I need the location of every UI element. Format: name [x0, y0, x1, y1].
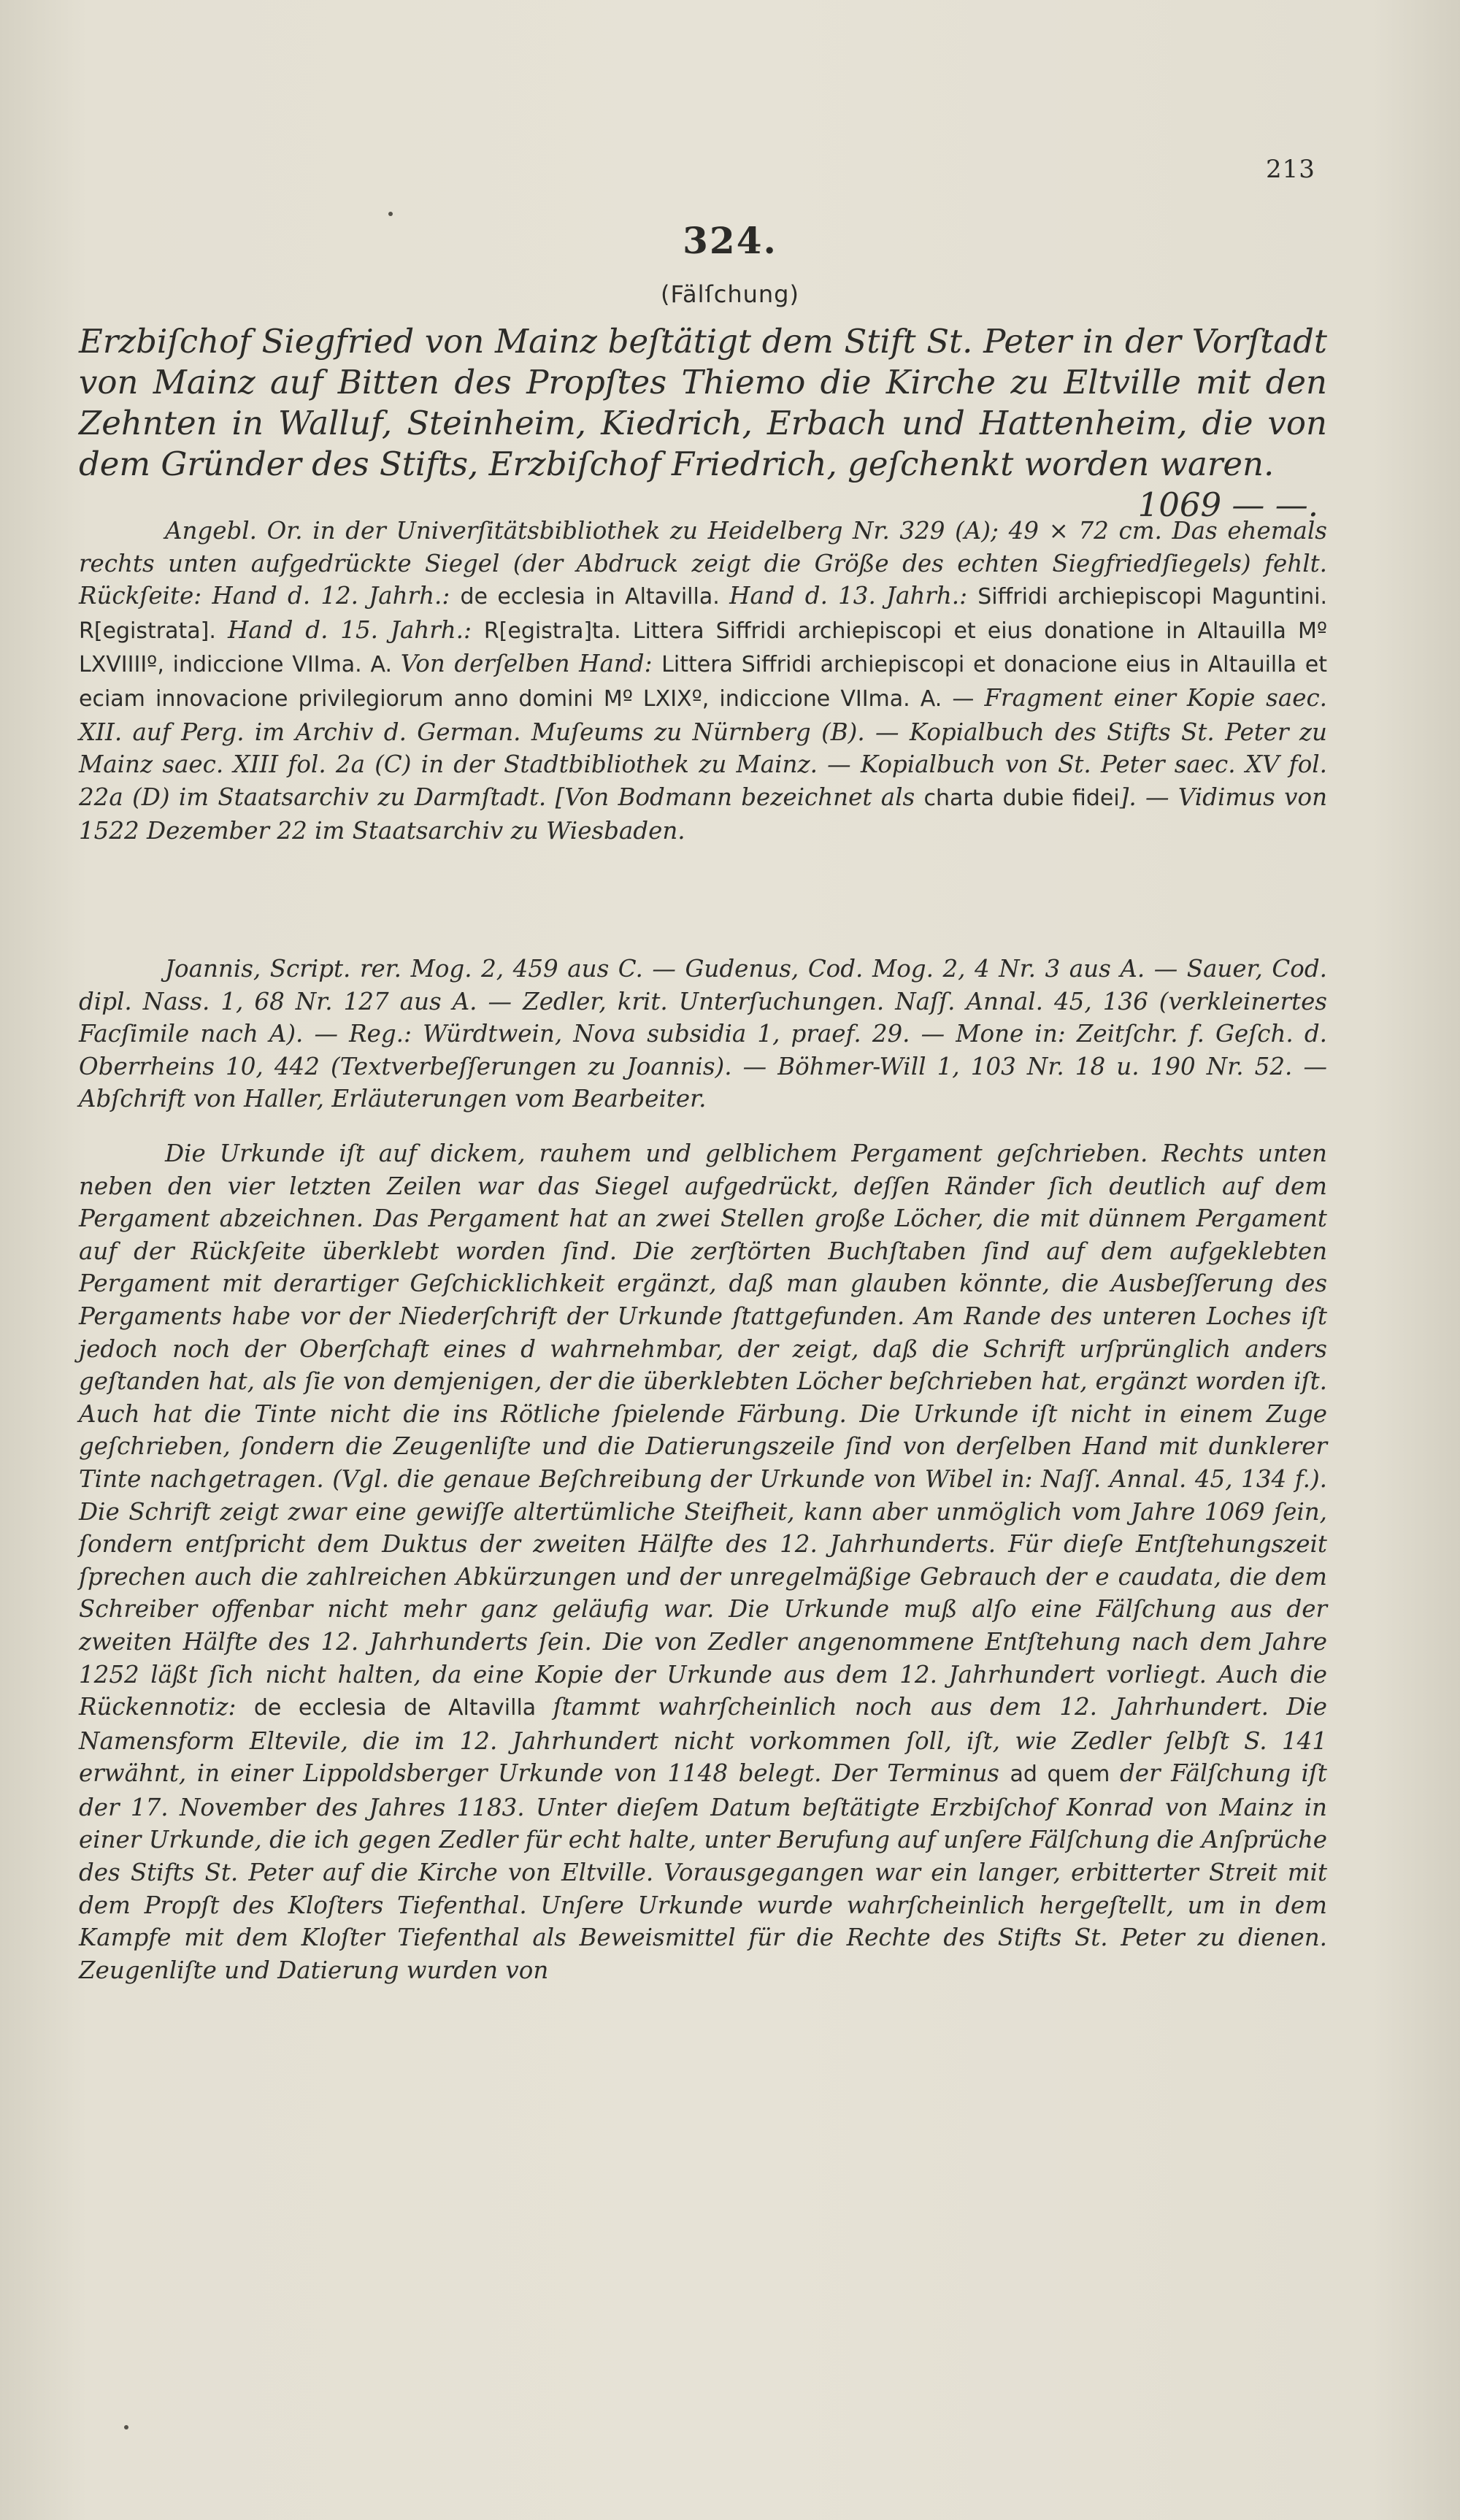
paper-speck — [388, 212, 393, 216]
source-segment: Siffridi archiepiscopi Maguntini. R[egistrata]. — [79, 584, 1328, 644]
status-note: (Fälſchung) — [661, 280, 799, 308]
source-segment: Hand d. 15. Jahrh.: — [227, 615, 484, 644]
source-segment: de ecclesia in Altavilla. — [460, 584, 730, 610]
source-segment: Angebl. Or. in der Univerſitätsbibliothek zu Heidelberg Nr. 329 (A); 49 × 72 cm. Das ehemals rechts unten aufgedrückte Siegel (der Abdruck zeigt die Größe des echten Siegfriedſiegels) fehlt. Rückſeite: Hand d. 12. Jahrh.: — [79, 517, 1327, 610]
source-segment: charta dubie fidei — [923, 785, 1120, 811]
editions-paragraph — [79, 953, 1327, 1115]
commentary-paragraph — [79, 1137, 1327, 1986]
source-segment: Hand d. 13. Jahrh.: — [729, 582, 978, 610]
source-segment: Littera Siffridi archiepiscopi et donacione eius in Altauilla et eciam innovacione privilegiorum anno domini Mº LXIXº, indiccione VIIma. A. — — [79, 652, 1328, 712]
commentary-segment: der Fälſchung iſt der 17. November des Jahres 1183. Unter dieſem Datum beſtätigte Erzbiſchof Konrad von Mainz in einer Urkunde, die ich gegen Zedler für echt halte, unter Berufung auf unſere Fälſchung die Anſprüche des Stifts St. Peter auf die Kirche von Eltville. Vorausgegangen war ein langer, erbitterter Streit mit dem Propſt des Kloſters Tiefenthal. Unſere Urkunde wurde wahrſcheinlich hergeſtellt, um in dem Kampfe mit dem Kloſter Tiefenthal als Beweismittel für die Rechte des Stifts St. Peter zu dienen. Zeugenliſte und Datierung wurden von — [79, 1759, 1327, 1984]
regest-heading — [79, 321, 1327, 526]
paper-speck — [124, 2425, 128, 2429]
source-segment: Von derſelben Hand: — [400, 650, 662, 678]
source-segment: Fragment einer Kopie saec. XII. auf Perg. im Archiv d. German. Muſeums zu Nürnberg (B). — Kopialbuch des Stifts St. Peter zu Mainz saec. XIII fol. 2a (C) in der Stadtbibliothek zu Mainz. — Kopialbuch von St. Peter saec. XV fol. 22a (D) im Staatsarchiv zu Darmſtadt. [Von Bodmann bezeichnet als — [79, 683, 1328, 811]
commentary-segment: de ecclesia de Altavilla — [253, 1695, 553, 1721]
source-segment: R[egistra]ta. Littera Siffridi archiepiscopi et eius donatione in Altauilla Mº LXVIIIIº, indiccione VIIma. A. — [79, 618, 1327, 678]
editions-text: Joannis, Script. rer. Mog. 2, 459 aus C. — Gudenus, Cod. Mog. 2, 4 Nr. 3 aus A. — Sauer, Cod. dipl. Nass. 1, 68 Nr. 127 aus A. — Zedler, krit. Unterſuchungen. Naſſ. Annal. 45, 136 (verkleinertes Facſimile nach A). — Reg.: Würdtwein, Nova subsidia 1, praef. 29. — Mone in: Zeitſchr. f. Geſch. d. Oberrheins 10, 442 (Textverbeſſerungen zu Joannis). — Böhmer-Will 1, 103 Nr. 18 u. 190 Nr. 52. — Abſchrift von Haller, Erläuterungen vom Bearbeiter. — [79, 955, 1327, 1113]
commentary-segment: ſtammt wahrſcheinlich noch aus dem 12. Jahrhundert. Die Namensform Eltevile, die im 12. Jahrhundert nicht vorkommen ſoll, iſt, wie Zedler ſelbſt S. 141 erwähnt, in einer Lippoldsberger Urkunde von 1148 belegt. Der Terminus — [79, 1693, 1327, 1788]
commentary-segment: Die Urkunde iſt auf dickem, rauhem und gelblichem Pergament geſchrieben. Rechts unten neben den vier letzten Zeilen war das Siegel aufgedrückt, deſſen Ränder ſich deutlich auf dem Pergament abzeichnen. Das Pergament hat an zwei Stellen große Löcher, die mit dünnem Pergament auf der Rückſeite überklebt worden ſind. Die zerſtörten Buchſtaben ſind auf dem aufgeklebten Pergament mit derartiger Geſchicklichkeit ergänzt, daß man glauben könnte, die Ausbeſſerung des Pergaments habe vor der Niederſchrift der Urkunde ſtattgefunden. Am Rande des unteren Loches iſt jedoch noch der Oberſchaft eines d wahrnehmbar, der zeigt, daß die Schrift urſprünglich anders geſtanden hat, als ſie von demjenigen, der die überklebten Löcher beſchrieben hat, ergänzt worden iſt. Auch hat die Tinte nicht die ins Rötliche ſpielende Färbung. Die Urkunde iſt nicht in einem Zuge geſchrieben, ſondern die Zeugenliſte und die Datierungszeile ſind von derſelben Hand mit dunklerer Tinte nachgetragen. (Vgl. die genaue Beſchreibung der Urkunde von Wibel in: Naſſ. Annal. 45, 134 f.). Die Schrift zeigt zwar eine gewiſſe altertümliche Steifheit, kann aber unmöglich vom Jahre 1069 ſein, ſondern entſpricht dem Duktus der zweiten Hälfte des 12. Jahrhunderts. Für dieſe Entſtehungszeit ſprechen auch die zahlreichen Abkürzungen und der unregelmäßige Gebrauch der e caudata, die dem Schreiber offenbar nicht mehr ganz geläufig war. Die Urkunde muß alſo eine Fälſchung aus der zweiten Hälfte des 12. Jahrhunderts ſein. Die von Zedler angenommene Entſtehung nach dem Jahre 1252 läßt ſich nicht halten, da eine Kopie der Urkunde aus dem 12. Jahrhundert vorliegt. Auch die Rückennotiz: — [79, 1140, 1327, 1721]
regest-date: 1069 — —. — [1137, 485, 1318, 524]
regest-text: Erzbiſchof Siegfried von Mainz beſtätigt dem Stift St. Peter in der Vorſtadt von Mainz auf Bitten des Propſtes Thiemo die Kirche zu Eltville mit den Zehnten in Walluf, Steinheim, Kiedrich, Erbach und Hattenheim, die von dem Gründer des Stifts, Erzbiſchof Friedrich, geſchenkt worden waren. — [79, 322, 1327, 483]
page-number: 213 — [1266, 155, 1315, 184]
commentary-segment: ad quem — [1010, 1762, 1120, 1788]
document-number: 324. — [683, 219, 777, 262]
source-segment: ]. — Vidimus von 1522 Dezember 22 im Staatsarchiv zu Wiesbaden. — [79, 783, 1327, 845]
source-description — [79, 515, 1327, 848]
